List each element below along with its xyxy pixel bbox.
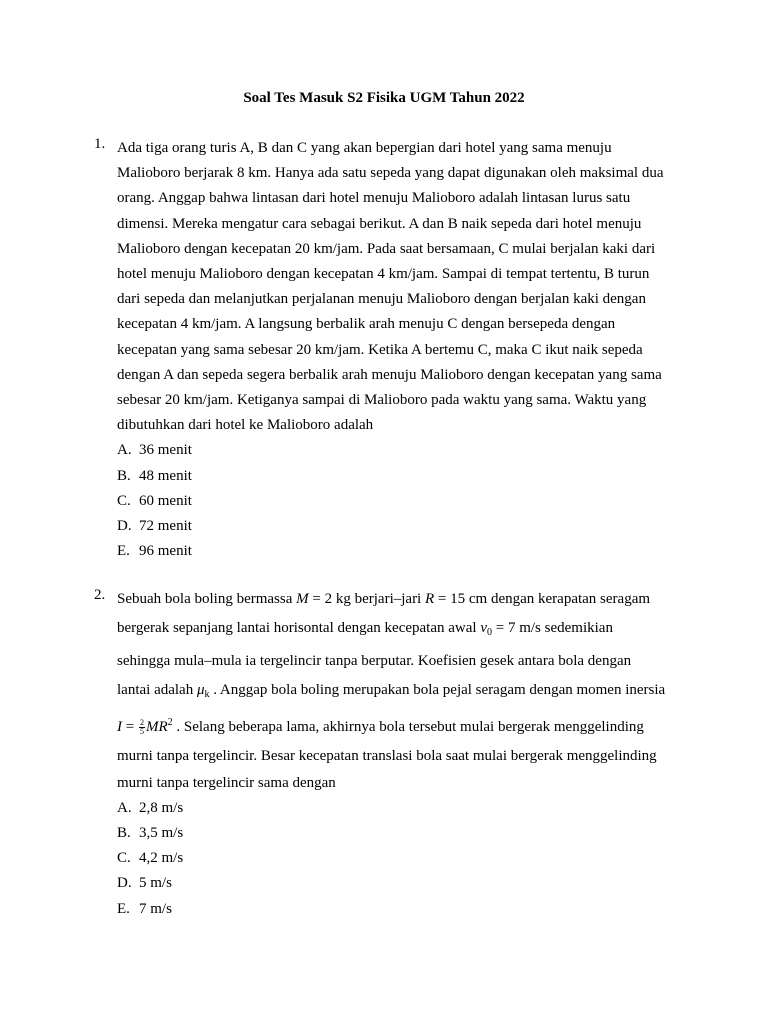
question-line: orang. Anggap bahwa lintasan dari hotel menuju Malioboro adalah lintasan lurus satu <box>117 190 631 207</box>
velocity-variable: v <box>480 619 487 636</box>
option-letter: B. <box>117 467 131 484</box>
question-line: dimensi. Mereka mengatur cara sebagai berikut. A dan B naik sepeda dari hotel menuju <box>117 215 642 232</box>
option-letter: A. <box>117 442 132 459</box>
answer-option[interactable] <box>117 489 676 514</box>
question-line: sehingga mula–mula ia tergelincir tanpa berputar. Koefisien gesek antara bola dengan <box>117 653 632 670</box>
question-line: I = $\frac{2}{5}$ $MR^2$ . Selang beberapa lama, akhirnya bola tersebut mulai bergerak menggelinding <box>117 717 644 737</box>
friction-coefficient-variable: μ <box>196 681 205 698</box>
question-number: 1. <box>94 136 106 152</box>
option-text: 96 menit <box>139 543 192 560</box>
question-line: murni tanpa tergelincir sama dengan <box>117 774 336 791</box>
question-line: lantai adalah $\mu_k$ . Anggap bola boling merupakan bola pejal seragam dengan momen inersia <box>117 681 666 700</box>
question-line: kecepatan yang sama sebesar 20 km/jam. Ketika A bertemu C, maka C ikut naik sepeda <box>117 341 643 358</box>
radius-variable: R <box>424 591 435 607</box>
option-text: 60 menit <box>139 492 192 509</box>
document-title: Soal Tes Masuk S2 Fisika UGM Tahun 2022 <box>243 90 525 106</box>
question-line: sebesar 20 km/jam. Ketiganya sampai di Malioboro pada waktu yang sama. Waktu yang <box>117 392 647 409</box>
question-2-options <box>117 796 676 922</box>
option-letter: C. <box>117 492 131 509</box>
option-text: 2,8 m/s <box>139 799 184 816</box>
option-text: 3,5 m/s <box>139 824 184 841</box>
question-line: dari sepeda dan melanjutkan perjalanan menuju Malioboro dengan berjalan kaki dengan <box>117 291 646 308</box>
question-line: Ada tiga orang turis A, B dan C yang akan bepergian dari hotel yang sama menuju <box>117 140 612 156</box>
exponent: 2 <box>167 717 173 729</box>
option-letter: D. <box>117 518 132 534</box>
question-line: murni tanpa tergelincir. Besar kecepatan translasi bola saat mulai bergerak menggelinding <box>117 747 657 764</box>
question-1-options <box>117 438 676 564</box>
question-1 <box>94 136 676 564</box>
option-letter: E. <box>117 543 130 560</box>
question-line: dengan A dan sepeda segera berbalik arah menuju Malioboro dengan kecepatan yang sama <box>117 366 662 383</box>
answer-option[interactable] <box>117 871 676 896</box>
option-letter: E. <box>117 900 130 917</box>
answer-option[interactable] <box>117 846 676 871</box>
question-line: bergerak sepanjang lantai horisontal dengan kecepatan awal $v_0 = 7$ m/s sedemikian <box>117 619 613 638</box>
velocity-subscript: 0 <box>487 626 492 638</box>
question-line: Malioboro dengan kecepatan 20 km/jam. Pada saat bersamaan, C mulai berjalan kaki dari <box>117 240 656 257</box>
question-2-stem <box>117 585 676 796</box>
fraction: $\frac{2}{5}$ <box>139 718 144 737</box>
question-line: Malioboro berjarak 8 km. Hanya ada satu sepeda yang dapat digunakan oleh maksimal dua <box>117 165 664 182</box>
option-text: 4,2 m/s <box>139 850 184 867</box>
question-line: kecepatan 4 km/jam. A langsung berbalik arah menuju C dengan bersepeda dengan <box>117 316 616 333</box>
option-text: 36 menit <box>139 442 192 459</box>
answer-option[interactable] <box>117 438 676 463</box>
option-letter: A. <box>117 799 132 816</box>
option-letter: D. <box>117 875 132 892</box>
answer-option[interactable] <box>117 897 676 922</box>
question-line: dibutuhkan dari hotel ke Malioboro adalah <box>117 417 374 434</box>
answer-option[interactable] <box>117 821 676 846</box>
option-text: 5 m/s <box>139 875 172 892</box>
question-line: Sebuah bola boling bermassa M = 2 kg berjari–jari R = 15 cm dengan kerapatan seragam <box>117 591 651 607</box>
option-text: 7 m/s <box>139 900 172 917</box>
option-text: 48 menit <box>139 467 192 484</box>
option-text: 72 menit <box>139 518 192 534</box>
answer-option[interactable] <box>117 796 676 821</box>
mr-variable: MR <box>145 719 168 736</box>
question-1-stem <box>117 136 676 438</box>
answer-option[interactable] <box>117 514 676 539</box>
question-2 <box>94 585 676 922</box>
answer-option[interactable] <box>117 464 676 489</box>
inertia-variable: I <box>117 719 122 736</box>
question-number: 2. <box>94 587 106 603</box>
option-letter: C. <box>117 850 131 867</box>
friction-subscript: k <box>204 688 210 700</box>
question-line: hotel menuju Malioboro dengan kecepatan 4 km/jam. Sampai di tempat tertentu, B turun <box>117 266 650 283</box>
mass-variable: M <box>296 591 309 607</box>
answer-option[interactable] <box>117 539 676 564</box>
option-letter: B. <box>117 824 131 841</box>
